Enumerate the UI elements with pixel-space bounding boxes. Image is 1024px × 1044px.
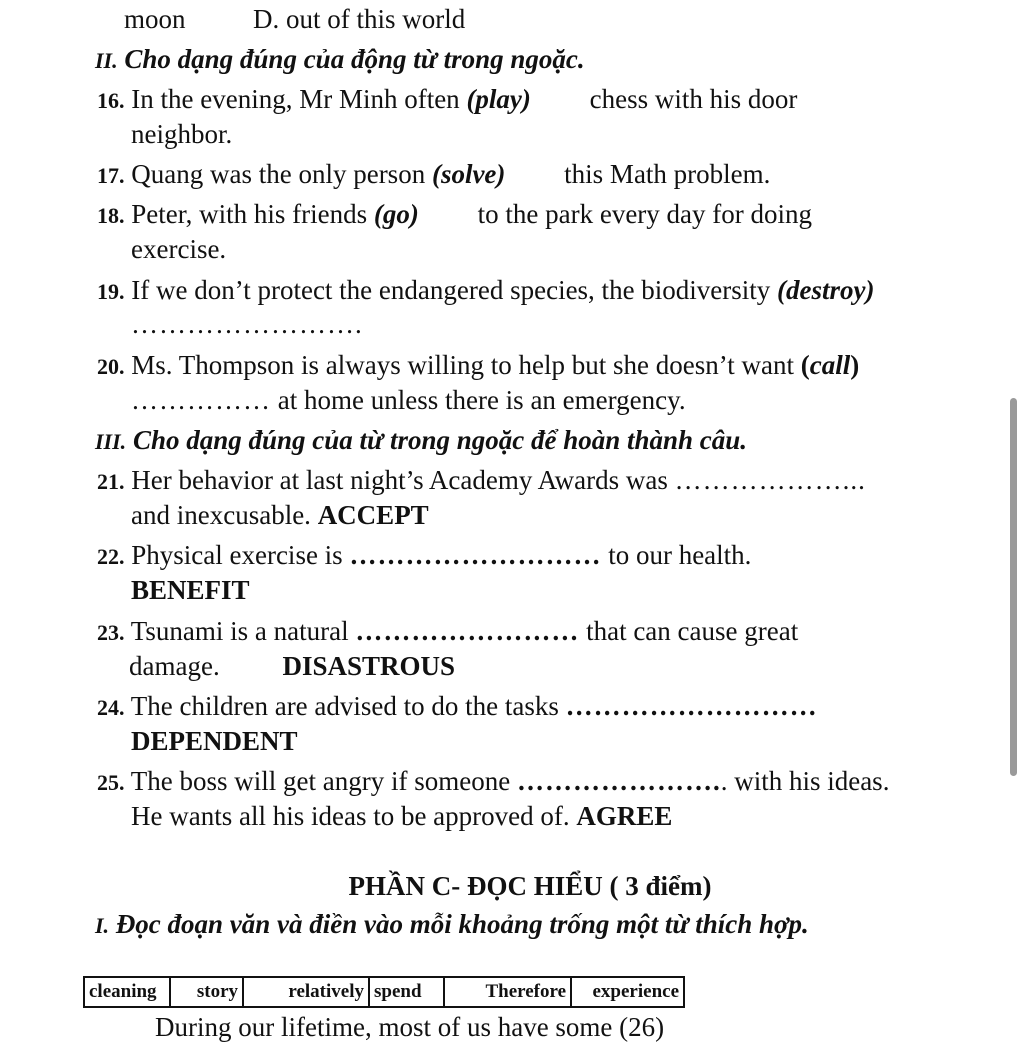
vertical-scrollbar[interactable] (1010, 398, 1017, 776)
word-box-cell: Therefore (444, 977, 571, 1007)
option-d: D. out of this world (253, 4, 466, 34)
question-text-rest: at home unless there is an emergency. (271, 385, 686, 415)
question-text-rest: this Math problem. (564, 159, 771, 189)
question-text-rest: and inexcusable. (131, 500, 318, 530)
question-17 (97, 157, 770, 193)
question-18 (97, 197, 812, 233)
question-text-rest: that can cause great (579, 616, 799, 646)
passage-first-line: During our lifetime, most of us have some (26) (155, 1012, 665, 1042)
answer-blank-25[interactable]: …………………. (516, 766, 721, 796)
word-box-cell: story (170, 977, 243, 1007)
verb-hint: (destroy) (777, 275, 875, 305)
question-text-rest: to the park every day for doing (477, 199, 813, 229)
question-25-cont (131, 799, 672, 833)
part-c-title: PHẦN C- ĐỌC HIỂU ( 3 điểm) (348, 871, 712, 901)
question-number: 19. (97, 279, 125, 304)
question-text-rest: damage. (129, 651, 220, 681)
question-text: Peter, with his friends (131, 199, 374, 229)
question-24 (97, 689, 818, 725)
question-19 (97, 273, 875, 309)
section-2-roman: II. (95, 48, 118, 73)
question-text: Tsunami is a natural (130, 616, 356, 646)
question-text: If we don’t protect the endangered species, the biodiversity (131, 275, 778, 305)
section-3-title: Cho dạng đúng của từ trong ngoặc để hoàn thành câu. (132, 425, 748, 455)
question-16-cont: neighbor. (131, 119, 233, 149)
question-text: In the evening, Mr Minh often (131, 84, 467, 114)
word-box (83, 976, 685, 1008)
question-number: 20. (97, 354, 125, 379)
question-number: 16. (97, 88, 125, 113)
question-23 (97, 614, 798, 650)
word-box-cell: experience (571, 977, 684, 1007)
option-c-fragment: moon (124, 4, 186, 34)
question-21-cont (131, 498, 429, 532)
verb-hint: (solve) (431, 159, 506, 189)
question-number: 21. (97, 469, 125, 494)
question-text-rest: . with his ideas. (720, 766, 890, 796)
word-box-cell: spend (369, 977, 444, 1007)
verb-hint: call (809, 350, 851, 380)
question-text-rest: to our health. (601, 540, 752, 570)
question-23-cont (129, 649, 455, 683)
answer-blank-19[interactable]: ……………………. (131, 309, 363, 339)
question-20: 20. Ms. Thompson is always willing to help but she doesn’t want (call) (97, 350, 860, 380)
question-21 (97, 463, 866, 499)
question-16 (97, 82, 797, 118)
question-number: 25. (97, 770, 125, 795)
question-18-cont: exercise. (131, 234, 227, 264)
part-c-instruction (95, 907, 809, 943)
question-number: 24. (97, 695, 125, 720)
question-number: 18. (97, 203, 125, 228)
word-hint: AGREE (576, 801, 673, 831)
question-text-rest: He wants all his ideas to be approved of. (131, 801, 577, 831)
question-number: 23. (97, 620, 125, 645)
word-hint: DEPENDENT (131, 726, 298, 756)
answer-blank-23[interactable]: …………………… (355, 616, 580, 646)
question-text-rest: chess with his door (589, 84, 798, 114)
question-25 (97, 764, 889, 800)
section-2-title: Cho dạng đúng của động từ trong ngoặc. (124, 44, 585, 74)
question-text: Quang was the only person (131, 159, 432, 189)
part-c-instruction-text: Đọc đoạn văn và điền vào mỗi khoảng trống một từ thích hợp. (115, 909, 809, 939)
question-text: The boss will get angry if someone (130, 766, 517, 796)
question-22 (97, 538, 751, 574)
word-hint: ACCEPT (317, 500, 429, 530)
question-number: 17. (97, 163, 125, 188)
word-hint: BENEFIT (131, 575, 250, 605)
word-hint: DISASTROUS (282, 651, 456, 681)
answer-blank-20[interactable]: …………… (131, 385, 271, 415)
section-3-heading (95, 423, 747, 459)
part-c-roman: I. (95, 913, 110, 938)
question-text: The children are advised to do the tasks (130, 691, 566, 721)
word-box-cell: relatively (243, 977, 369, 1007)
section-3-roman: III. (95, 429, 127, 454)
question-number: 22. (97, 544, 125, 569)
word-box-cell: cleaning (84, 977, 170, 1007)
question-text: Her behavior at last night’s Academy Awards was (131, 465, 675, 495)
question-text: Ms. Thompson is always willing to help but she doesn’t want (131, 350, 801, 380)
answer-blank-22[interactable]: ……………………… (349, 540, 602, 570)
question-text: Physical exercise is (131, 540, 350, 570)
verb-hint: (play) (466, 84, 531, 114)
answer-blank-21[interactable]: ………………... (674, 465, 866, 495)
answer-blank-24[interactable]: ……………………… (565, 691, 818, 721)
verb-hint: (go) (373, 199, 419, 229)
question-20-cont (131, 383, 686, 417)
section-2-heading (95, 42, 585, 78)
